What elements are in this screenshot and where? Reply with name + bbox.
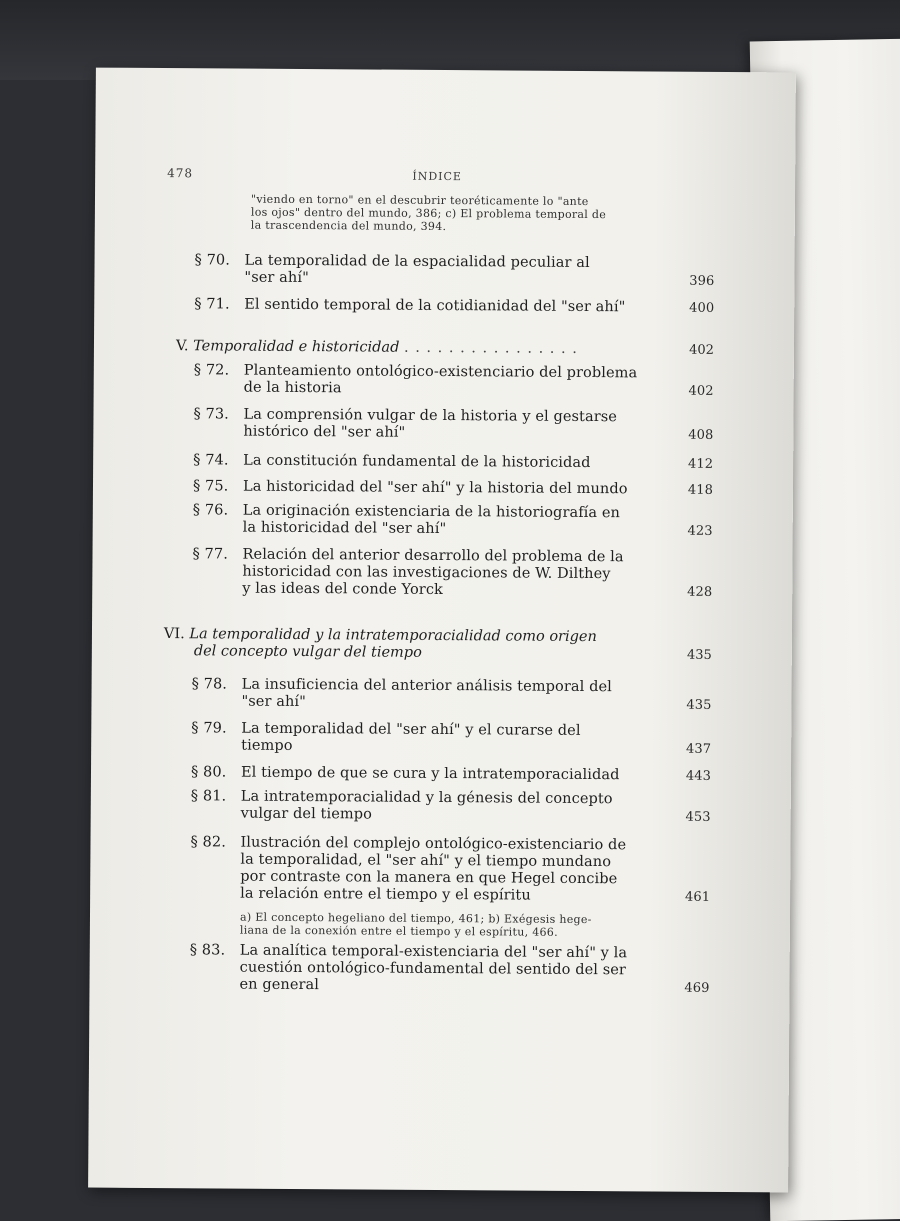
entry-line: La constitución fundamental de la historicidad xyxy=(243,452,591,472)
toc-entry-82 xyxy=(190,834,710,910)
note-line: "viendo en torno" en el descubrir teoréticamente lo "ante xyxy=(250,192,589,209)
page-header xyxy=(167,166,707,190)
entry-page: 428 xyxy=(687,584,713,600)
entry-page: 400 xyxy=(689,300,715,316)
section-mark: § 77. xyxy=(192,546,228,563)
entry-page: 408 xyxy=(688,427,714,443)
note-line: liana de la conexión entre el tiempo y el espíritu, 466. xyxy=(239,923,558,939)
toc-entry-81 xyxy=(191,788,711,828)
entry-line: historicidad con las investigaciones de W. Dilthey xyxy=(242,563,611,583)
chapter-vi xyxy=(164,626,712,666)
section-mark: § 76. xyxy=(192,502,229,519)
entry-line: La intratemporacialidad y la génesis del concepto xyxy=(240,788,613,808)
chapter-title: del concepto vulgar del tiempo xyxy=(193,643,422,661)
entry-line: la relación entre el tiempo y el espíritu xyxy=(240,885,531,904)
entry-line: vulgar del tiempo xyxy=(240,805,373,823)
entry-line: tiempo xyxy=(241,737,293,754)
entry-page: 423 xyxy=(687,523,713,539)
entry-line: La temporalidad del "ser ahí" y el curarse del xyxy=(241,720,581,739)
chapter-title: Temporalidad e historicidad xyxy=(193,338,400,356)
section-mark: § 79. xyxy=(191,720,227,737)
section-mark: § 78. xyxy=(191,676,228,693)
entry-line: "ser ahí" xyxy=(244,269,309,287)
entry-page: 435 xyxy=(686,697,712,713)
entry-line: histórico del "ser ahí" xyxy=(243,423,406,441)
entry-line: "ser ahí" xyxy=(241,693,306,711)
entry-line: cuestión ontológico-fundamental del sentido del ser xyxy=(239,959,627,979)
section-mark: § 75. xyxy=(192,478,229,495)
chapter-page: 402 xyxy=(689,342,715,358)
section-mark: § 73. xyxy=(193,406,229,423)
entry-line: de la historia xyxy=(243,379,342,397)
entry-page: 437 xyxy=(685,741,712,757)
note-line: a) El concepto hegeliano del tiempo, 461; b) Exégesis hege- xyxy=(239,910,592,927)
note-line: los ojos" dentro del mundo, 386; c) El problema temporal de xyxy=(250,205,607,222)
chapter-numeral: VI. xyxy=(163,626,185,643)
note-82 xyxy=(240,911,710,940)
toc-entry-79 xyxy=(191,720,711,760)
entry-page: 461 xyxy=(684,889,711,905)
book-page xyxy=(88,68,796,1193)
entry-page: 402 xyxy=(688,383,714,399)
section-mark: § 70. xyxy=(194,252,231,269)
toc-entry-80 xyxy=(191,764,711,786)
toc-entry-75 xyxy=(193,478,713,500)
entry-line: La insuficiencia del anterior análisis temporal del xyxy=(241,676,612,696)
intro-note xyxy=(251,193,721,235)
section-mark: § 82. xyxy=(190,834,226,851)
toc-entry-74 xyxy=(193,452,713,474)
chapter-v xyxy=(176,338,714,359)
entry-page: 443 xyxy=(685,768,712,784)
section-mark: § 80. xyxy=(190,764,227,781)
entry-line: y las ideas del conde Yorck xyxy=(242,580,444,599)
section-mark: § 81. xyxy=(190,788,227,805)
toc-entry-72 xyxy=(194,362,714,402)
entry-line: Ilustración del complejo ontológico-existenciario de xyxy=(240,834,627,854)
entry-line: Relación del anterior desarrollo del problema de la xyxy=(242,546,624,566)
leader-dots: . . . . . . . . . . . . . . . . xyxy=(403,339,578,357)
entry-page: 396 xyxy=(689,273,715,289)
entry-line: en general xyxy=(239,976,320,994)
entry-line: La historicidad del "ser ahí" y la historia del mundo xyxy=(242,478,628,498)
entry-line: El sentido temporal de la cotidianidad del "ser ahí" xyxy=(244,296,626,316)
toc-entry-77 xyxy=(192,546,712,604)
section-mark: § 74. xyxy=(193,452,229,469)
entry-page: 418 xyxy=(687,482,714,498)
toc-entry-76 xyxy=(193,502,713,542)
entry-line: La comprensión vulgar de la historia y el gestarse xyxy=(243,406,618,426)
entry-line: por contraste con la manera en que Hegel concibe xyxy=(240,868,618,888)
entry-line: El tiempo de que se cura y la intratemporacialidad xyxy=(240,764,620,784)
section-mark: § 72. xyxy=(193,362,230,379)
entry-line: La originación existenciaria de la historiografía en xyxy=(242,502,621,522)
entry-line: la temporalidad, el "ser ahí" y el tiempo mundano xyxy=(240,851,612,871)
entry-line: la historicidad del "ser ahí" xyxy=(242,519,447,538)
entry-line: Planteamiento ontológico-existenciario del problema xyxy=(243,362,638,382)
entry-line: La temporalidad de la espacialidad peculiar al xyxy=(244,252,590,272)
toc-entry-83 xyxy=(189,942,709,1000)
chapter-title: La temporalidad y la intratemporacialidad como origen xyxy=(189,626,597,646)
entry-line: La analítica temporal-existenciaria del "ser ahí" y la xyxy=(239,942,628,962)
chapter-numeral: V. xyxy=(175,338,189,355)
section-mark: § 83. xyxy=(189,942,226,959)
note-line: la trascendencia del mundo, 394. xyxy=(250,218,447,234)
toc-entry-78 xyxy=(191,676,711,716)
toc-entry-71 xyxy=(194,296,714,318)
toc-entry-73 xyxy=(193,406,713,446)
entry-page: 412 xyxy=(687,456,714,472)
chapter-page: 435 xyxy=(686,647,712,663)
section-mark: § 71. xyxy=(194,296,230,313)
entry-page: 453 xyxy=(685,809,711,825)
page-number: 478 xyxy=(167,166,194,181)
toc-entry-70 xyxy=(194,252,714,292)
entry-page: 469 xyxy=(684,980,710,996)
page-title: ÍNDICE xyxy=(412,169,463,184)
